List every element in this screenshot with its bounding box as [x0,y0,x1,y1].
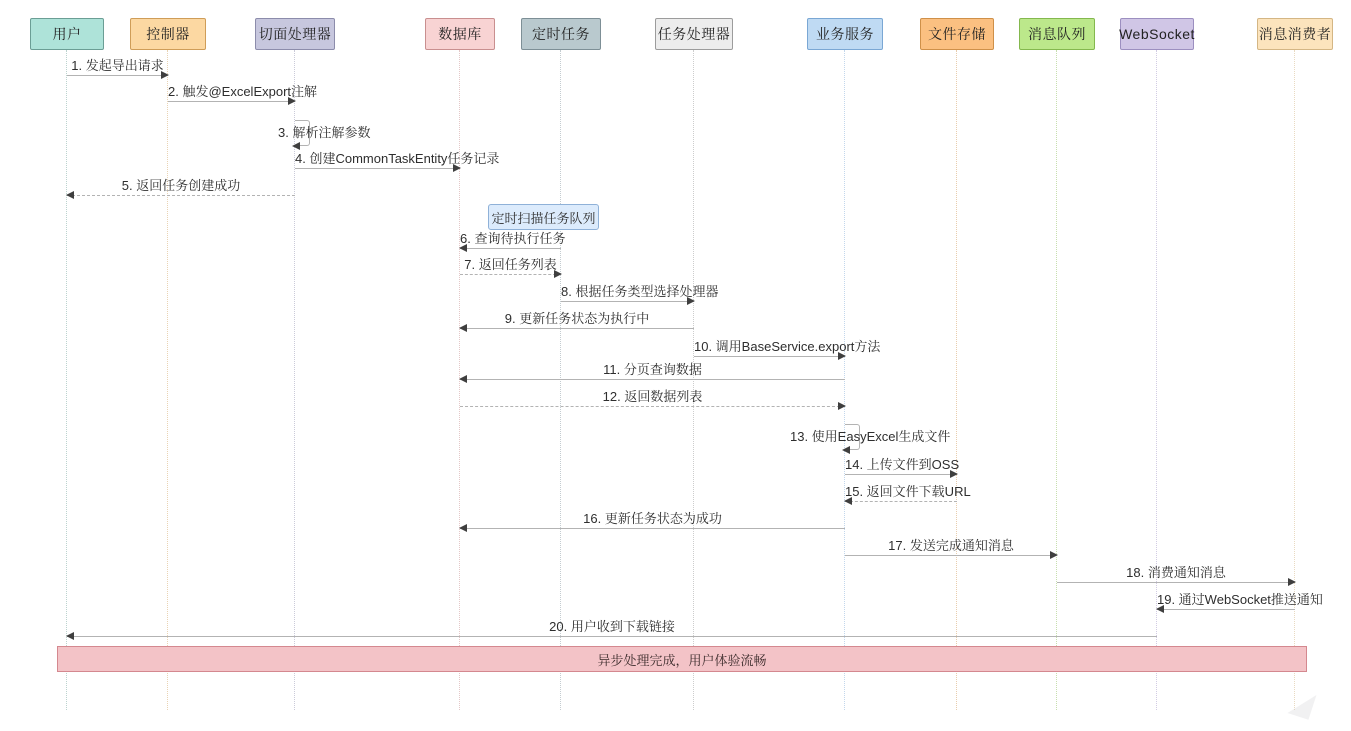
message-2: 2. 触发@ExcelExport注解 [168,84,295,102]
actor-user: 用户 [30,18,104,50]
arrow-left-icon [67,195,295,196]
actor-aspect-processor: 切面处理器 [255,18,335,50]
message-14: 14. 上传文件到OSS [845,457,957,475]
arrow-right-icon [694,356,845,357]
lifeline-user [66,50,67,710]
message-18: 18. 消费通知消息 [1057,565,1295,583]
message-4: 4. 创建CommonTaskEntity任务记录 [295,151,460,169]
actor-websocket: WebSocket [1120,18,1194,50]
arrow-left-icon [1157,609,1295,610]
arrow-left-icon [460,248,561,249]
actor-scheduled-task: 定时任务 [521,18,601,50]
message-8: 8. 根据任务类型选择处理器 [561,284,694,302]
arrow-right-icon [67,75,168,76]
watermark-icon [1288,688,1317,720]
actor-task-processor: 任务处理器 [655,18,733,50]
actor-controller: 控制器 [130,18,206,50]
actor-business-service: 业务服务 [807,18,883,50]
message-5: 5. 返回任务创建成功 [67,178,295,196]
arrow-right-icon [460,406,845,407]
actor-database: 数据库 [425,18,495,50]
sequence-diagram-canvas: 用户 控制器 切面处理器 数据库 定时任务 任务处理器 业务服务 文件存储 消息队列 WebSocket 消息消费者 1. 发起导出请求 2. 触发@ExcelExport注解 3. 解析注解参数 4. 创建CommonTaskEntity任务记录 5. 返回任务创建成功 定时扫描任务队列 6. 查询待执行任务 7. 返回任务列表 8. 根据任务类型选择处理器 9. 更新任务状态为执行中 10. 调用BaseService.export方法 11. 分页查询数据 12. 返回数据列表 13. 使用EasyExcel生成文件 14. 上传文件到OSS 15. 返回文件下载URL 16. 更新任务状态为成功 17. 发送完成通知消息 18. 消费通知消息 19. 通过WebSocket推送通知 20. 用户收到下载链接 异步处理完成，用户体验流畅 [0,0,1351,731]
actor-message-consumer: 消息消费者 [1257,18,1333,50]
arrow-left-icon [460,528,845,529]
arrow-right-icon [460,274,561,275]
message-1: 1. 发起导出请求 [67,58,168,76]
lifeline-scheduled-task [560,50,561,710]
message-7: 7. 返回任务列表 [460,257,561,275]
message-19: 19. 通过WebSocket推送通知 [1157,592,1295,610]
message-15: 15. 返回文件下载URL [845,484,957,502]
message-16: 16. 更新任务状态为成功 [460,511,845,529]
arrow-right-icon [561,301,694,302]
arrow-right-icon [1057,582,1295,583]
lifeline-message-consumer [1294,50,1295,710]
message-10: 10. 调用BaseService.export方法 [694,339,845,357]
message-17: 17. 发送完成通知消息 [845,538,1057,556]
summary-banner: 异步处理完成，用户体验流畅 [57,646,1307,672]
message-11: 11. 分页查询数据 [460,362,845,380]
arrow-left-icon [845,501,957,502]
arrow-right-icon [168,101,295,102]
arrow-right-icon [295,168,460,169]
lifeline-controller [167,50,168,710]
actor-message-queue: 消息队列 [1019,18,1095,50]
actor-file-storage: 文件存储 [920,18,994,50]
lifeline-file-storage [956,50,957,710]
lifeline-message-queue [1056,50,1057,710]
arrow-right-icon [845,474,957,475]
lifeline-business-service [844,50,845,710]
lifeline-task-processor [693,50,694,710]
arrow-right-icon [845,555,1057,556]
note-scan-task-queue: 定时扫描任务队列 [488,204,599,230]
arrow-left-icon [460,328,694,329]
arrow-left-icon [67,636,1157,637]
message-6: 6. 查询待执行任务 [460,231,561,249]
message-12: 12. 返回数据列表 [460,389,845,407]
message-20: 20. 用户收到下载链接 [67,619,1157,637]
arrow-left-icon [460,379,845,380]
message-9: 9. 更新任务状态为执行中 [460,311,694,329]
